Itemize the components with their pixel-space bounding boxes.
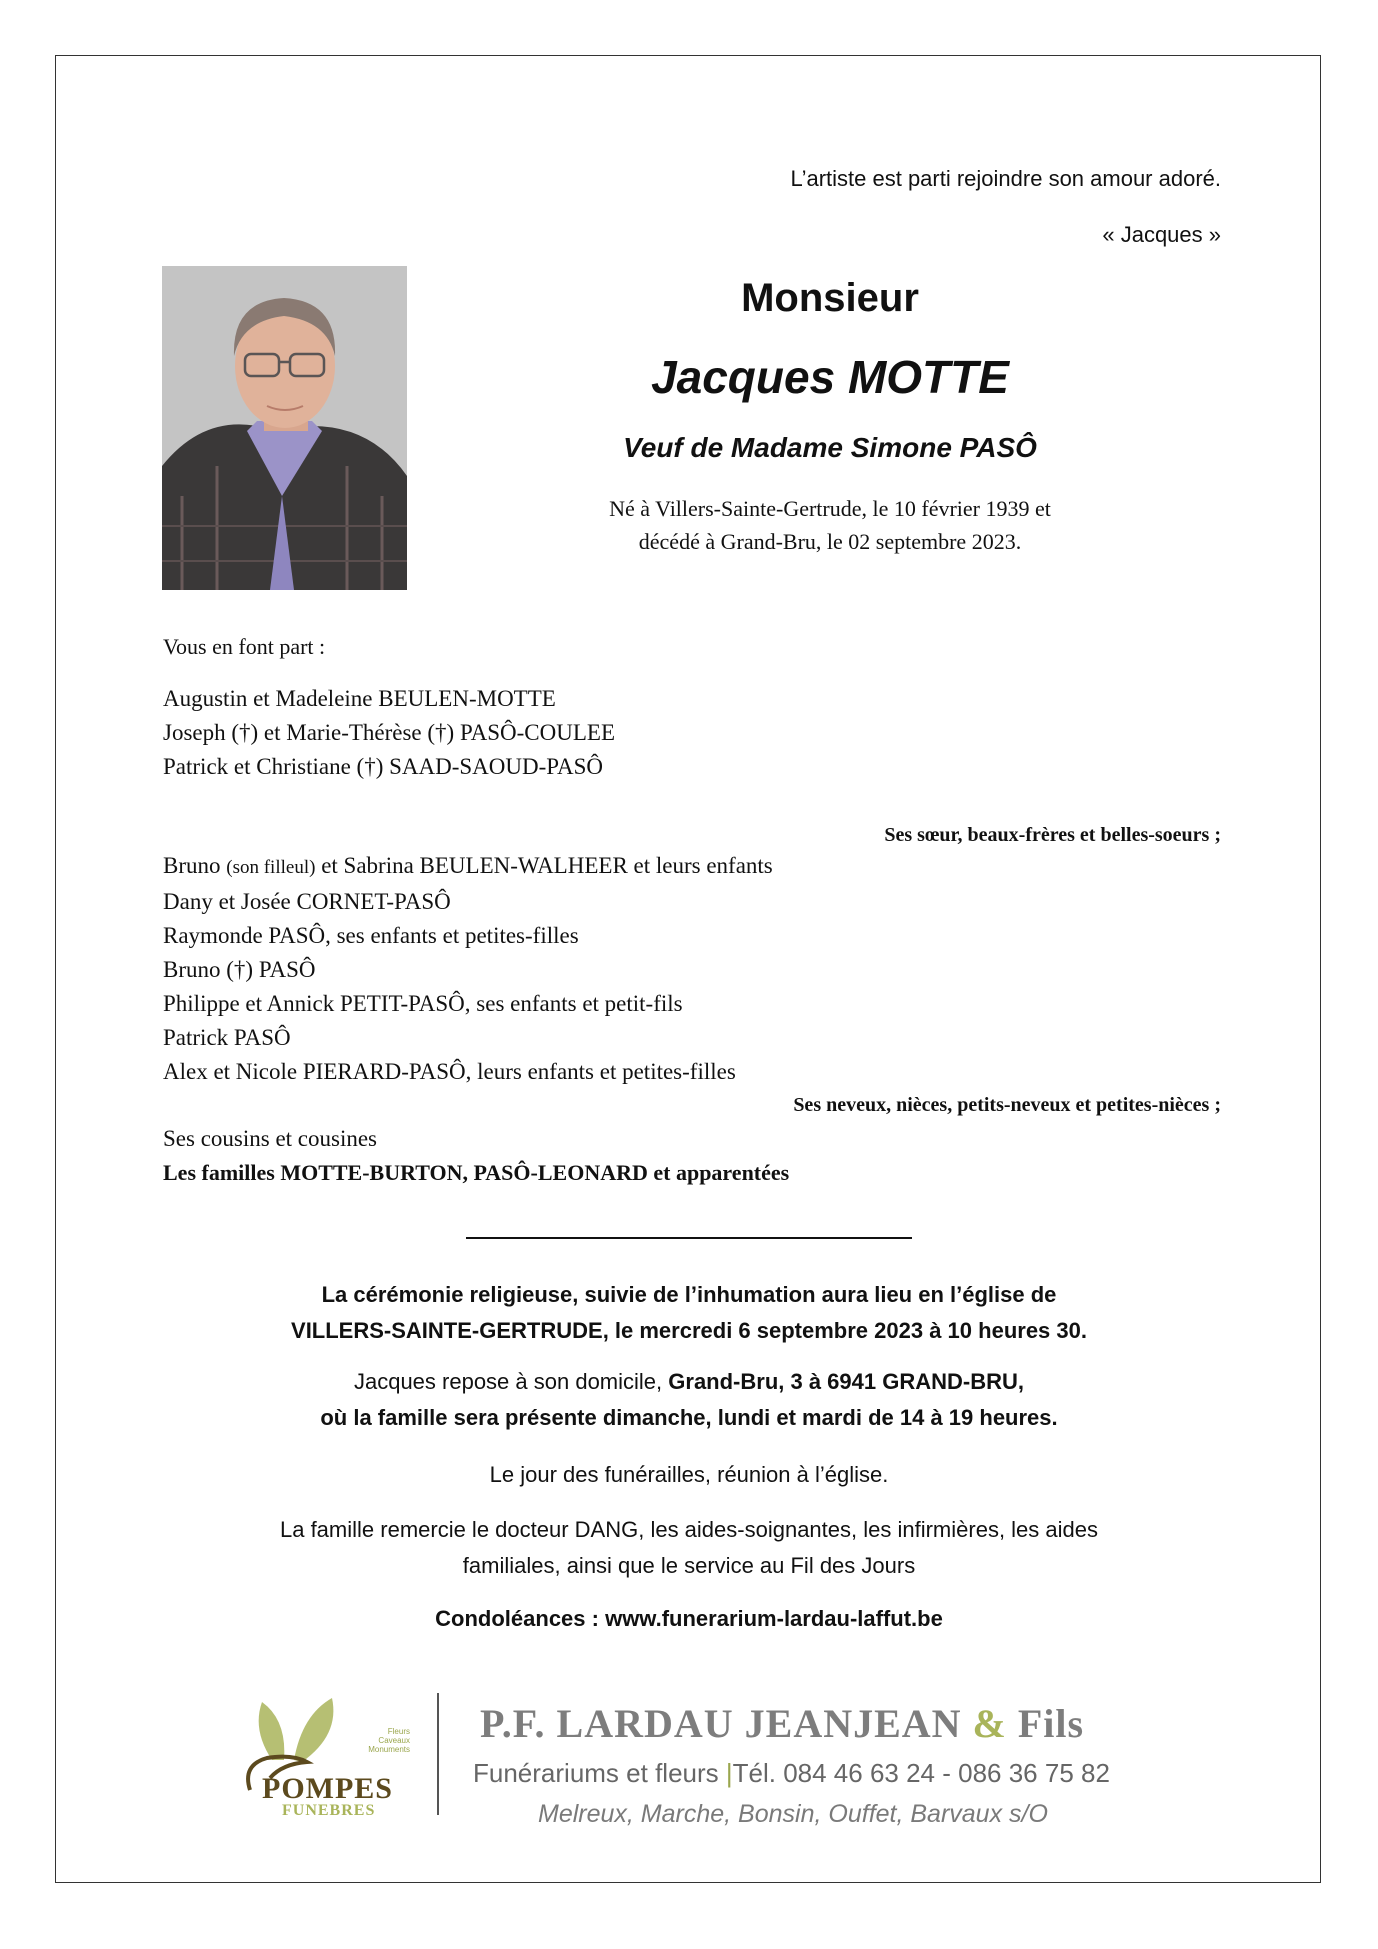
rest-line-2: où la famille sera présente dimanche, lundi et mardi de 14 à 19 heures. <box>320 1405 1058 1430</box>
firm-locations: Melreux, Marche, Bonsin, Ouffet, Barvaux s/O <box>538 1800 1048 1828</box>
list-item: Bruno (son filleul) et Sabrina BEULEN-WALHEER et leurs enfants <box>163 853 773 878</box>
widower-line: Veuf de Madame Simone PASÔ <box>623 432 1037 463</box>
birth-line: Né à Villers-Sainte-Gertrude, le 10 février 1939 et <box>609 496 1051 521</box>
list-item: Bruno (†) PASÔ <box>163 957 316 982</box>
ceremony-line-2: VILLERS-SAINTE-GERTRUDE, le mercredi 6 septembre 2023 à 10 heures 30. <box>291 1318 1087 1343</box>
list-item: Dany et Josée CORNET-PASÔ <box>163 889 451 914</box>
ceremony-line-1: La cérémonie religieuse, suivie de l’inhumation aura lieu en l’église de <box>321 1282 1057 1307</box>
portrait-illustration <box>162 266 407 590</box>
list-item: Alex et Nicole PIERARD-PASÔ, leurs enfants et petites-filles <box>163 1059 736 1084</box>
deceased-title: Monsieur <box>741 276 919 320</box>
condolences-line: Condoléances : www.funerarium-lardau-laffut.be <box>435 1606 943 1631</box>
cousins-line: Ses cousins et cousines <box>163 1126 378 1151</box>
announce-intro: Vous en font part : <box>163 634 326 659</box>
ceremony-block <box>160 1277 1218 1349</box>
list-item: Patrick et Christiane (†) SAAD-SAOUD-PASÔ <box>163 754 603 779</box>
logo-word-pompes: POMPES <box>262 1772 393 1805</box>
siblings-list <box>163 682 615 784</box>
thanks-line-2: familiales, ainsi que le service au Fil des Jours <box>462 1553 916 1578</box>
meeting-line: Le jour des funérailles, réunion à l’église. <box>489 1462 889 1487</box>
nephews-list <box>163 849 773 1089</box>
epigraph: L’artiste est parti rejoindre son amour adoré. <box>790 166 1221 191</box>
nickname: « Jacques » <box>1102 222 1221 247</box>
nephews-label: Ses neveux, nièces, petits-neveux et petites-nièces ; <box>793 1094 1221 1116</box>
siblings-label: Ses sœur, beaux-frères et belles-soeurs ; <box>884 824 1221 846</box>
firm-contact: Funérariums et fleurs |Tél. 084 46 63 24 - 086 36 75 82 <box>473 1758 1110 1788</box>
rest-block <box>160 1364 1218 1436</box>
thanks-line-1: La famille remercie le docteur DANG, les aides-soignantes, les infirmières, les aides <box>279 1517 1098 1542</box>
logo-tagline: Fleurs Caveaux Monuments <box>368 1727 410 1754</box>
list-item: Joseph (†) et Marie-Thérèse (†) PASÔ-COULEE <box>163 720 616 745</box>
firm-name: P.F. LARDAU JEANJEAN & Fils <box>480 1701 1085 1746</box>
logo-word-funebres: FUNEBRES <box>282 1802 376 1819</box>
list-item: Augustin et Madeleine BEULEN-MOTTE <box>163 686 556 711</box>
list-item: Raymonde PASÔ, ses enfants et petites-filles <box>163 923 579 948</box>
families-line: Les familles MOTTE-BURTON, PASÔ-LEONARD et apparentées <box>163 1160 790 1185</box>
rest-line-1: Jacques repose à son domicile, Grand-Bru, 3 à 6941 GRAND-BRU, <box>353 1369 1025 1394</box>
list-item: Philippe et Annick PETIT-PASÔ, ses enfants et petit-fils <box>163 991 683 1016</box>
dates-block <box>500 492 1160 558</box>
portrait-photo <box>162 266 407 590</box>
thanks-block <box>160 1512 1218 1584</box>
death-line: décédé à Grand-Bru, le 02 septembre 2023. <box>638 529 1022 554</box>
logo-separator <box>437 1693 439 1815</box>
deceased-name: Jacques MOTTE <box>651 351 1009 403</box>
list-item: Patrick PASÔ <box>163 1025 291 1050</box>
divider <box>466 1237 912 1239</box>
